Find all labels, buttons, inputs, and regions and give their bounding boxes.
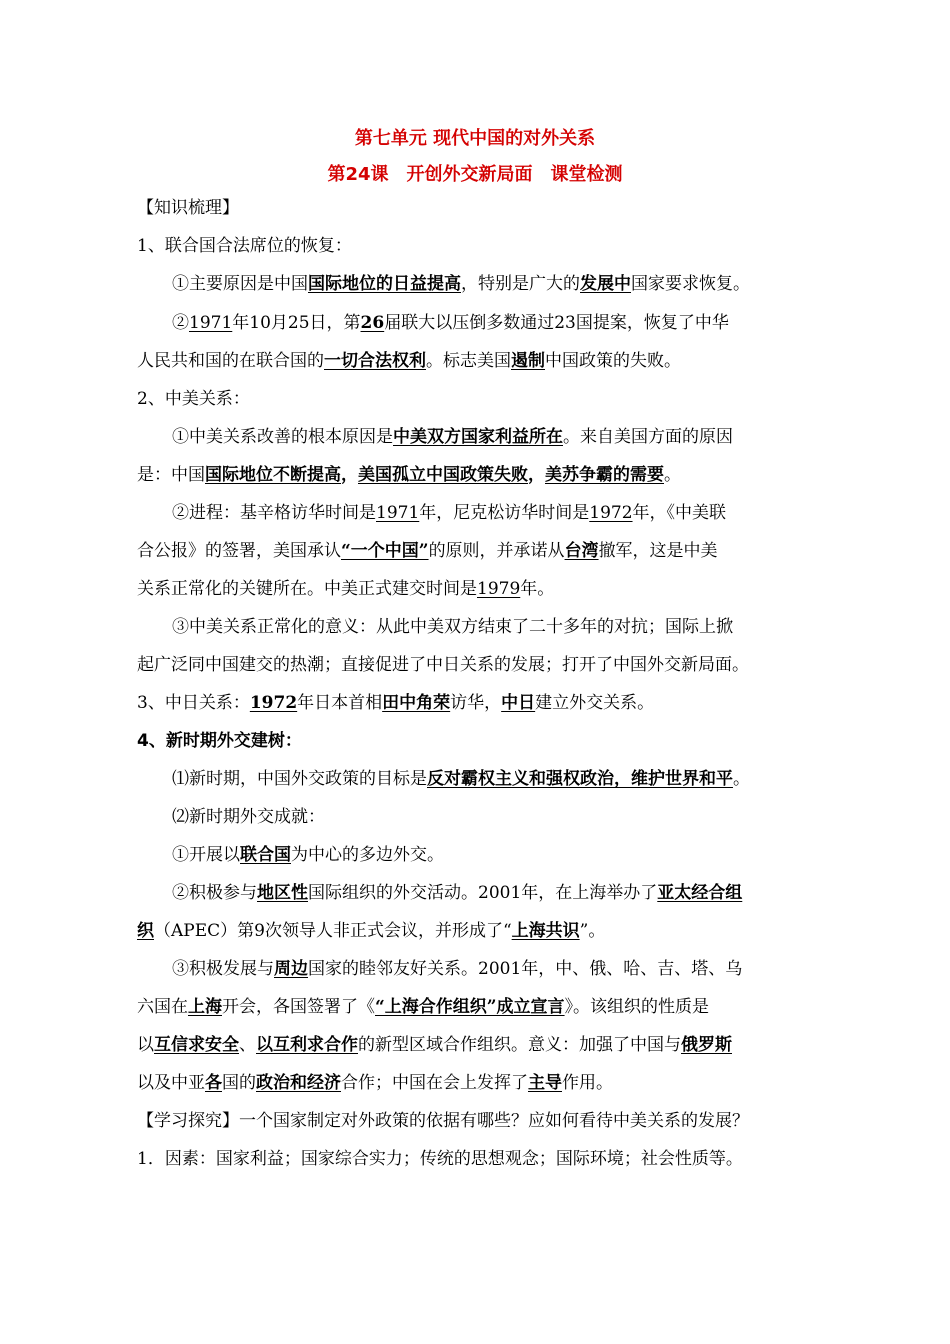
text-line: 以互信求安全、以互利求合作的新型区域合作组织。意义：加强了中国与俄罗斯: [137, 1035, 732, 1055]
text-line: 起广泛同中国建交的热潮；直接促进了中日关系的发展；打开了中国外交新局面。: [137, 655, 749, 675]
text-line: 合公报》的签署，美国承认“一个中国”的原则，并承诺从台湾撤军，这是中美: [137, 541, 718, 561]
text-line: 人民共和国的在联合国的一切合法权利。标志美国遏制中国政策的失败。: [137, 351, 681, 371]
text-line: ⑴新时期，中国外交政策的目标是反对霸权主义和强权政治，维护世界和平。: [172, 769, 750, 789]
text-line: ③积极发展与周边国家的睦邻友好关系。2001年，中、俄、哈、吉、塔、乌: [172, 959, 743, 979]
text-line: ②进程：基辛格访华时间是1971年，尼克松访华时间是1972年，《中美联: [172, 503, 727, 523]
text-line: 六国在上海开会，各国签署了《“上海合作组织”成立宣言》。该组织的性质是: [137, 997, 710, 1017]
text-line: 是：中国国际地位不断提高，美国孤立中国政策失败，美苏争霸的需要。: [137, 465, 681, 485]
text-line: ②积极参与地区性国际组织的外交活动。2001年，在上海举办了亚太经合组: [172, 883, 743, 903]
section-inquiry-line: 【学习探究】一个国家制定对外政策的依据有哪些？应如何看待中美关系的发展？: [137, 1111, 749, 1131]
text-line: 关系正常化的关键所在。中美正式建交时间是1979年。: [137, 579, 555, 599]
item-2-heading: 2、中美关系：: [137, 389, 250, 409]
text-line: ⑵新时期外交成就：: [172, 807, 325, 827]
text-line: ②1971年10月25日，第26届联大以压倒多数通过23国提案，恢复了中华: [172, 313, 729, 333]
item-1-heading: 1、联合国合法席位的恢复：: [137, 236, 352, 256]
item-3-line: 3、中日关系：1972年日本首相田中角荣访华，中日建立外交关系。: [137, 693, 655, 713]
text-line: ①主要原因是中国国际地位的日益提高，特别是广大的发展中国家要求恢复。: [172, 274, 750, 294]
text-line: 1．因素：国家利益；国家综合实力；传统的思想观念；国际环境；社会性质等。: [137, 1149, 743, 1169]
text-line: 织（APEC）第9次领导人非正式会议，并形成了“上海共识”。: [137, 921, 606, 941]
item-4-heading: 4、新时期外交建树：: [137, 731, 302, 751]
lesson-title: 第24课 开创外交新局面 课堂检测: [327, 164, 623, 185]
section-knowledge-heading: 【知识梳理】: [137, 198, 239, 218]
text-line: 以及中亚各国的政治和经济合作；中国在会上发挥了主导作用。: [137, 1073, 613, 1093]
text-line: ①开展以联合国为中心的多边外交。: [172, 845, 444, 865]
unit-title: 第七单元 现代中国的对外关系: [354, 128, 596, 149]
text-line: ①中美关系改善的根本原因是中美双方国家利益所在。来自美国方面的原因: [172, 427, 733, 447]
text-line: ③中美关系正常化的意义：从此中美双方结束了二十多年的对抗；国际上掀: [172, 617, 733, 637]
